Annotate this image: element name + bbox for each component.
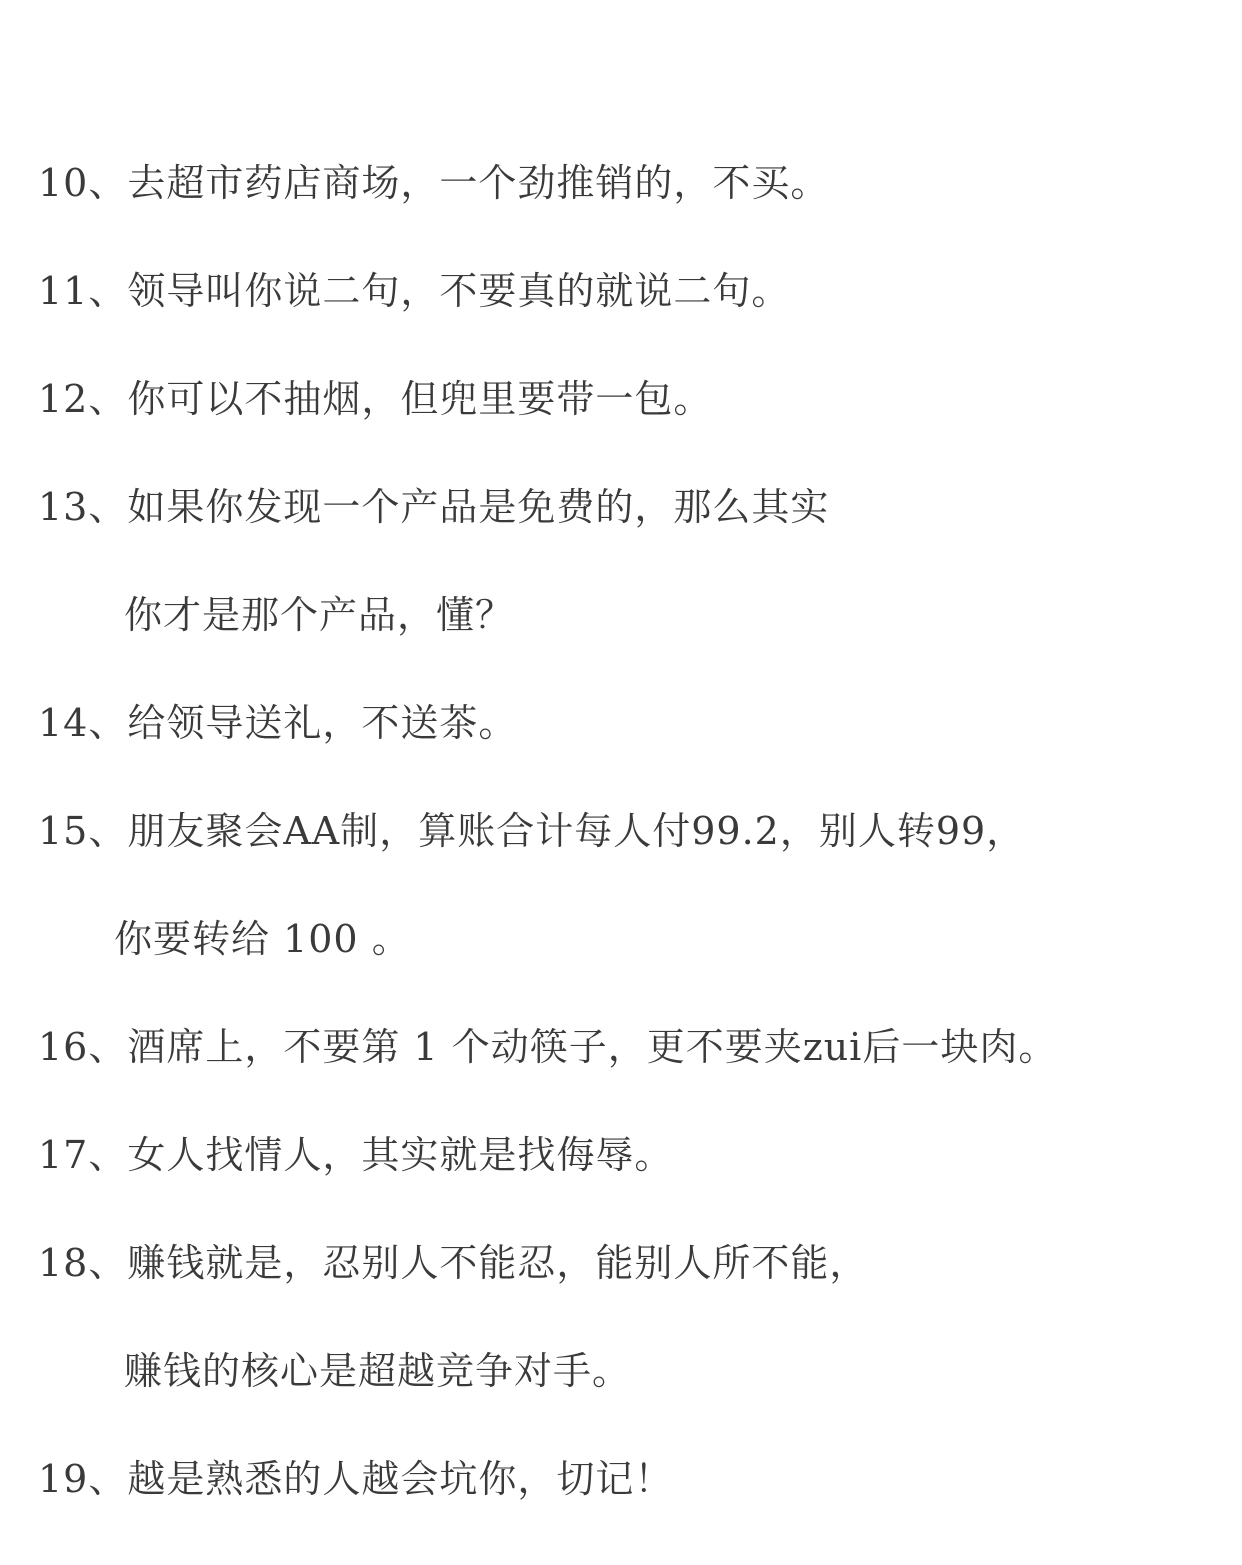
item-13-continuation: 你才是那个产品，懂？ bbox=[124, 593, 515, 637]
item-15-continuation: 你要转给 100 。 bbox=[114, 917, 411, 961]
item-16: 16、酒席上，不要第 1 个动筷子，更不要夹zui后一块肉。 bbox=[38, 1025, 1058, 1069]
item-10: 10、去超市药店商场，一个劲推销的，不买。 bbox=[38, 161, 830, 205]
item-12: 12、你可以不抽烟，但兜里要带一包。 bbox=[38, 377, 713, 421]
item-14: 14、给领导送礼，不送茶。 bbox=[38, 701, 518, 745]
item-11: 11、领导叫你说二句，不要真的就说二句。 bbox=[38, 269, 791, 313]
item-18-continuation: 赚钱的核心是超越竞争对手。 bbox=[124, 1349, 632, 1393]
item-15: 15、朋友聚会AA制，算账合计每人付99.2，别人转99， bbox=[38, 809, 1026, 853]
item-19: 19、越是熟悉的人越会坑你，切记！ bbox=[38, 1457, 674, 1501]
item-17: 17、女人找情人，其实就是找侮辱。 bbox=[38, 1133, 674, 1177]
item-13: 13、如果你发现一个产品是免费的，那么其实 bbox=[38, 485, 830, 529]
item-18: 18、赚钱就是，忍别人不能忍，能别人所不能， bbox=[38, 1241, 869, 1285]
